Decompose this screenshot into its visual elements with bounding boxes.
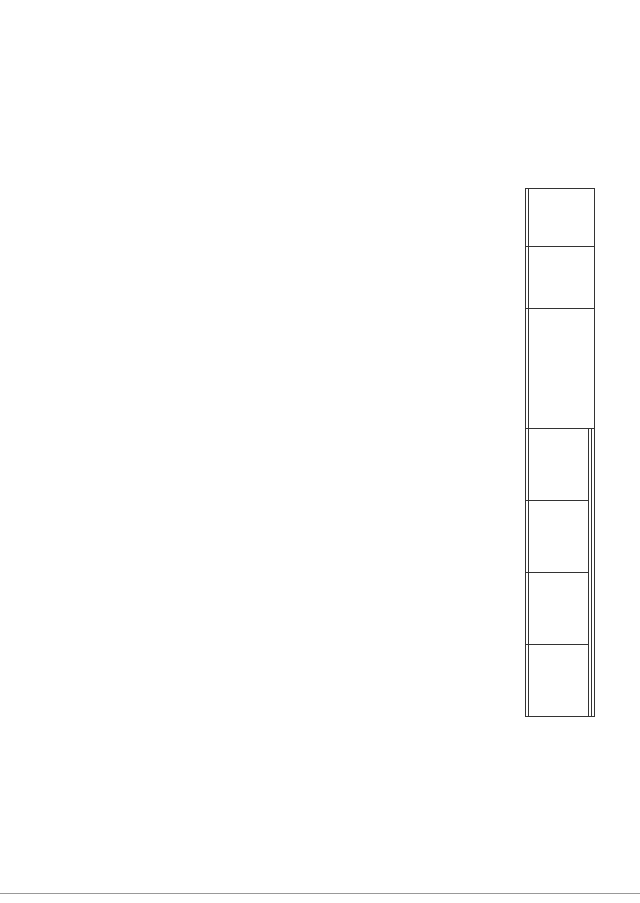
budget-table-sheet <box>75 188 595 716</box>
header-expenses-subtitle <box>589 429 592 717</box>
page-bottom-rule <box>0 893 640 894</box>
header-expenses-title <box>592 429 595 717</box>
colnum-14 <box>526 429 529 501</box>
header-2023 <box>529 573 589 645</box>
header-executor <box>529 309 595 429</box>
header-2021 <box>529 429 589 501</box>
colnum-17 <box>526 645 529 717</box>
column-number-row <box>526 189 529 717</box>
colnum-3 <box>526 309 529 429</box>
budget-table <box>525 188 595 717</box>
header-2022 <box>529 501 589 573</box>
colnum-15 <box>526 501 529 573</box>
colnum-1 <box>526 189 529 247</box>
header-status <box>529 189 595 247</box>
colnum-2 <box>526 247 529 309</box>
header-2024 <box>529 645 589 717</box>
header-program-name <box>529 247 595 309</box>
colnum-16 <box>526 573 529 645</box>
